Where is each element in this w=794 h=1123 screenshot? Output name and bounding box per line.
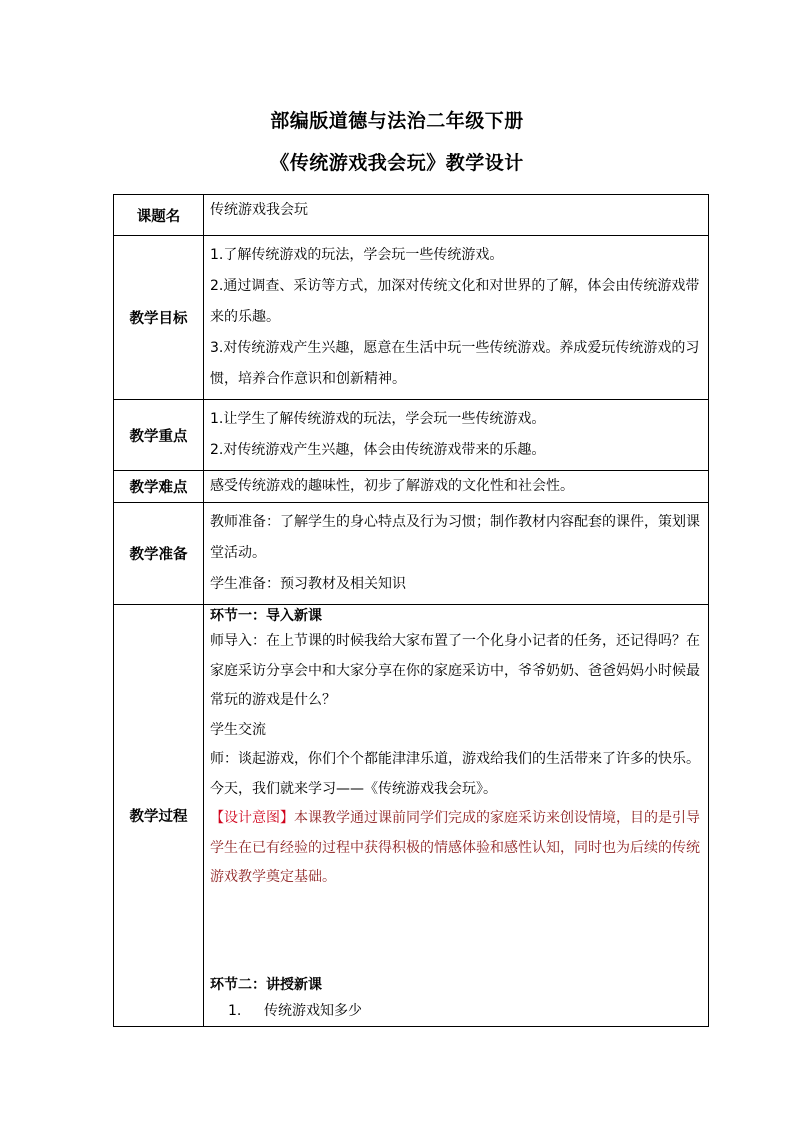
label-key-points: 教学重点	[114, 400, 204, 471]
design-intent-tag: 【设计意图】	[210, 810, 294, 826]
goal-line-2: 2.通过调查、采访等方式，加深对传统文化和对世界的了解，体会由传统游戏带来的乐趣。	[210, 278, 700, 325]
row-difficulties	[114, 471, 709, 503]
label-goals: 教学目标	[114, 236, 204, 400]
value-topic: 传统游戏我会玩	[204, 195, 709, 236]
lesson-plan-table	[113, 194, 709, 1027]
list-item-1-number: 1.	[228, 1003, 242, 1019]
value-difficulties: 感受传统游戏的趣味性，初步了解游戏的文化性和社会性。	[204, 471, 709, 503]
key-point-line-2: 2.对传统游戏产生兴趣，体会由传统游戏带来的乐趣。	[210, 442, 546, 458]
label-topic: 课题名	[114, 195, 204, 236]
doc-title-line2: 《传统游戏我会玩》教学设计	[270, 152, 524, 174]
value-goals	[204, 236, 709, 400]
teacher-intro: 师导入：在上节课的时候我给大家布置了一个化身小记者的任务，还记得吗？在家庭采访分享会中和大家分享在你的家庭采访中，爷爷奶奶、爸爸妈妈小时候最常玩的游戏是什么？	[210, 633, 700, 708]
section2-title: 环节二：讲授新课	[210, 976, 322, 993]
label-process: 教学过程	[114, 605, 204, 1027]
row-preparation	[114, 503, 709, 605]
blank-spacer	[210, 893, 702, 971]
teacher-talk: 师：谈起游戏，你们个个都能津津乐道，游戏给我们的生活带来了许多的快乐。今天，我们就来学习——《传统游戏我会玩》。	[210, 751, 700, 797]
row-goals	[114, 236, 709, 400]
design-intent-text: 本课教学通过课前同学们完成的家庭采访来创设情境，目的是引导学生在已有经验的过程中获得积极的情感体验和感性认知，同时也为后续的传统游戏教学奠定基础。	[210, 810, 700, 885]
key-point-line-1: 1.让学生了解传统游戏的玩法，学会玩一些传统游戏。	[210, 411, 546, 427]
row-key-points	[114, 400, 709, 471]
section1-title: 环节一：导入新课	[210, 608, 322, 624]
list-item-1-text: 传统游戏知多少	[264, 1003, 362, 1019]
list-item-1	[210, 1000, 702, 1022]
prep-teacher: 教师准备：了解学生的身心特点及行为习惯；制作教材内容配套的课件，策划课堂活动。	[210, 514, 700, 561]
goal-line-1: 1.了解传统游戏的玩法，学会玩一些传统游戏。	[210, 247, 504, 263]
row-topic	[114, 195, 709, 236]
doc-title-line1: 部编版道德与法治二年级下册	[270, 110, 524, 132]
row-process	[114, 605, 709, 1027]
label-preparation: 教学准备	[114, 503, 204, 605]
value-preparation	[204, 503, 709, 605]
value-key-points	[204, 400, 709, 471]
design-intent	[210, 804, 702, 893]
value-process	[204, 605, 709, 1027]
student-exchange: 学生交流	[210, 721, 266, 738]
goal-line-3: 3.对传统游戏产生兴趣，愿意在生活中玩一些传统游戏。养成爱玩传统游戏的习惯，培养合作意识和创新精神。	[210, 340, 700, 387]
prep-student: 学生准备：预习教材及相关知识	[210, 576, 406, 592]
label-difficulties: 教学难点	[114, 471, 204, 503]
